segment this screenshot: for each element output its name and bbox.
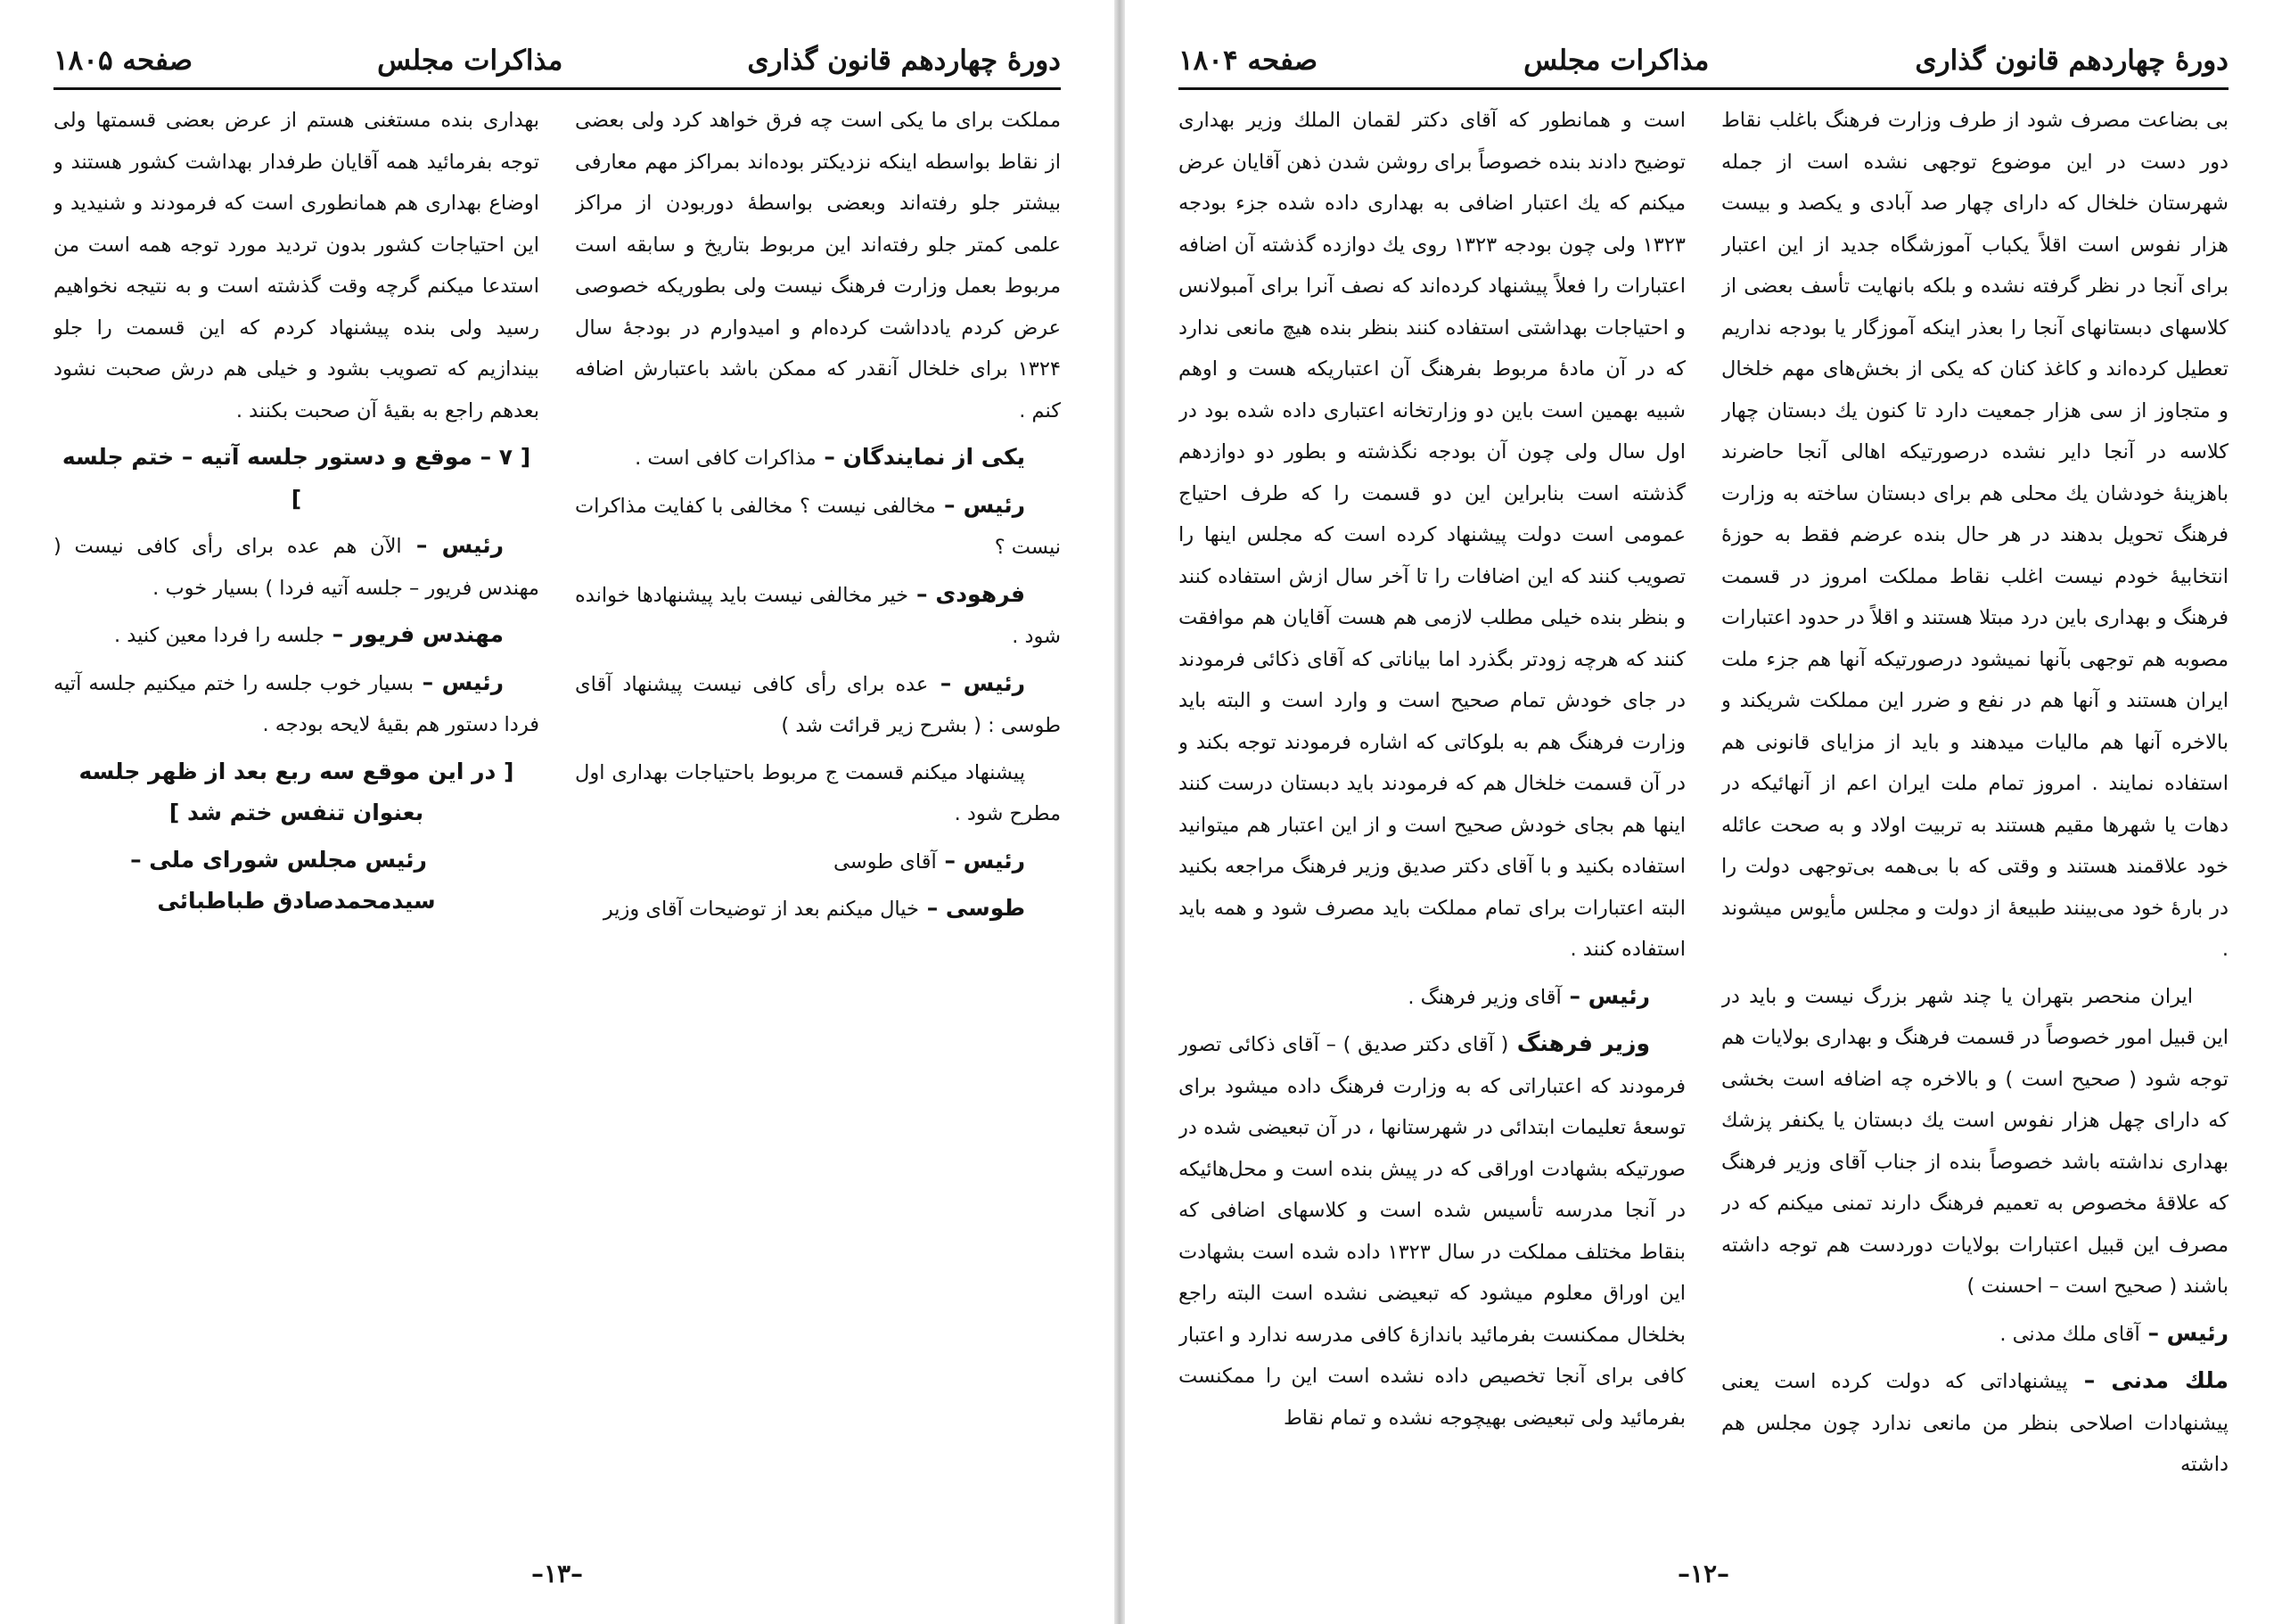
- paragraph-text: بی بضاعت مصرف شود از طرف وزارت فرهنگ باغلب نقاط دور دست در این موضوع توجهی نشده است از جمله شهرستان خلخال که دارای چهار صد آبادی و یکصد و بیست هزار نفوس است اقلاً یکباب آموزشگاه جدید از این اعتبار برای آنجا در نظر گرفته نشده و بلکه بانهایت تأسف بعضی از کلاسهای دبستانهای آنجا را بعذر اینکه آموزگار یا بودجه نداریم تعطیل کرده‌اند و کاغذ کنان که یکی از بخش‌های مهم خلخال و متجاوز از سی هزار جمعیت دارد تا کنون یك دبستان چهار کلاسه در آنجا دایر نشده درصورتیکه اهالی آنجا حاضرند باهزینهٔ خودشان یك محلی هم برای دبستان ساخته به وزارت فرهنگ تحویل بدهند در هر حال بنده عرضم فقط به حوزهٔ انتخابیهٔ خودم نیست اغلب نقاط مملکت امروز در قسمت فرهنگ و بهداری باین درد مبتلا هستند و اقلاً در حدود اعتبارات مصوبه هم توجهی بآنها نمیشود درصورتیکه آنها هم جزء ملت ایران هستند و آنها هم در نفع و ضرر این مملکت شریکند و بالاخره آنها هم مالیات میدهند و باید از مزایای قانونی هم استفاده نمایند . امروز تمام ملت ایران اعم از آنهائیکه در دهات یا شهرها مقیم هستند به تربیت اولاد و به صحت عائله خود علاقمند هستند و وقتی که با بی‌همه بی‌توجهی دولت را در بارهٔ خود می‌بینند طبیعهٔ از دولت و مجلس مأیوس میشوند .: [1721, 109, 2229, 961]
- speaker-name: طوسی –: [918, 895, 1025, 921]
- page-1804: [1125, 0, 2282, 1624]
- paragraph-text: [ ۷ – موقع و دستور جلسه آتیه – ختم جلسه ]: [62, 444, 531, 512]
- paragraph-text: پیشنهاد میکنم قسمت ج مربوط باحتیاجات بهداری اول مطرح شود .: [575, 760, 1061, 825]
- paragraph-text: مملکت برای ما یکی است چه فرق خواهد کرد ولی بعضی از نقاط بواسطه اینکه نزدیکتر بوده‌اند بمراکز مهم معارفی بیشتر جلو رفته‌اند وبعضی بواسطهٔ دوربودن از مراکز علمی کمتر جلو رفته‌اند این مربوط بتاریخ و سابقه است مربوط بعمل وزارت فرهنگ نیست ولی بطوریکه خصوصی عرض کردم یادداشت کرده‌ام و امیدوارم در بودجهٔ سال ۱۳۲۴ برای خلخال آنقدر که ممکن باشد باعتبارش اضافه کنم .: [575, 109, 1061, 422]
- paragraph: [575, 752, 1061, 835]
- paragraph-text: مخالفی نیست ؟ مخالفی با کفایت مذاکرات نیست ؟: [575, 494, 1061, 559]
- paragraph-text: خیال میکنم بعد از توضیحات آقای وزیر: [603, 898, 919, 921]
- paragraph-text: خیر مخالفی نیست باید پیشنهادها خوانده شود .: [575, 583, 1061, 648]
- page-number: –۱۲–: [1677, 1559, 1730, 1588]
- text-columns: [53, 100, 1061, 1508]
- paragraph: [53, 662, 539, 746]
- paragraph: [575, 888, 1061, 931]
- book-gutter: [1114, 0, 1125, 1624]
- paragraph-text: است و همانطور که آقای دکتر لقمان الملك وزیر بهداری توضیح دادند بنده خصوصاً برای روشن شدن ذهن آقایان عرض میکنم که یك اعتبار اضافی به بهداری داده شده جزء بودجه ۱۳۲۳ ولی چون بودجه ۱۳۲۳ روی یك دوازده گذشته آن اضافه اعتبارات را فعلاً پیشنهاد کرده‌اند که نصف آنرا برای آمبولانس و احتیاجات بهداشتی استفاده کنند بنظر بنده هیچ مانعی ندارد که در آن مادهٔ مربوط بفرهنگ آن اعتباریکه هست و اوهم شبیه بهمین است باین دو وزارتخانه اعتباری داده شده بود در اول سال ولی چون آن بودجه نگذشته و بطور دو دوازدهم گذشته است بنابراین این دو قسمت را که طرف احتیاج عمومی است دولت پیشنهاد کرده است که مجلس اینها را تصویب کنند که این اضافات را تا آخر سال ازش استفاده کنند و بنظر بنده خیلی مطلب لازمی هم هست آقایان هم موافقت کنند که هرچه زودتر بگذرد اما بیاناتی که آقای ذکائی فرمودند در جای خودش تمام صحیح است و وارد است و البته باید وزارت فرهنگ هم به بلوکاتی که اشاره فرمودند توجه بکند و در آن قسمت خلخال هم که فرمودند باید دبستان درست کنند اینها هم بجای خودش صحیح است و از این اعتبار هم میتوانید استفاده بکنید و با آقای دکتر صدیق وزیر فرهنگ مراجعه بکنید البته اعتبارات برای تمام مملکت باید مصرف شود و همه باید استفاده کنند .: [1178, 109, 1686, 961]
- header-session: دورهٔ چهاردهم قانون گذاری: [1915, 45, 2229, 77]
- text-columns: [1178, 100, 2229, 1508]
- paragraph-text: بهداری بنده مستغنی هستم از عرض بعضی قسمتها ولی توجه بفرمائید همه آقایان طرفدار بهداشت کشور هستند و اوضاع بهداری هم همانطوری است که فرمودند و شنیدید و این احتیاجات کشور بدون تردید مورد توجه همه است من استدعا میکنم گرچه وقت گذشته است و به نتیجه نخواهیم رسید ولی بنده پیشنهاد کردم که این قسمت را جلو بیندازیم که تصویب بشود و خیلی هم درش صحبت نشود بعدهم راجع به بقیهٔ آن صحبت بکنند .: [53, 109, 539, 422]
- paragraph-text: آقای ملك مدنی .: [1999, 1322, 2140, 1346]
- paragraph-text: ایران منحصر بتهران یا چند شهر بزرگ نیست و باید در این قبیل امور خصوصاً در قسمت فرهنگ و بهداری بولایات هم توجه شود ( صحیح است ) و بالاخره چه اضافه است بخشی که دارای چهل هزار نفوس است یك دبستان یا یکنفر پزشك بهداری نداشته باشد خصوصاً بنده از جناب آقای وزیر فرهنگ که علاقهٔ مخصوص به تعمیم فرهنگ دارند تمنی میکنم که در مصرف این قبیل اعتبارات بولایات دوردست هم توجه داشته باشند ( صحیح است – احسنت ): [1721, 984, 2229, 1298]
- column-right: [1721, 100, 2229, 1508]
- paragraph: [1721, 1360, 2229, 1486]
- section-heading: [53, 437, 539, 520]
- column-left: [1178, 100, 1686, 1508]
- speaker-name: وزیر فرهنگ: [1508, 1030, 1650, 1056]
- paragraph-text: [ در این موقع سه ربع بعد از ظهر جلسه بعنوان تنفس ختم شد ]: [78, 758, 514, 825]
- speaker-name: مهندس فریور –: [324, 621, 504, 647]
- speaker-name: رئیس –: [414, 668, 504, 695]
- speaker-name: رئیس –: [401, 532, 505, 558]
- paragraph: [575, 485, 1061, 569]
- page-number: –۱۳–: [530, 1559, 584, 1588]
- speaker-name: رئیس –: [928, 669, 1025, 696]
- column-left: [53, 100, 539, 1508]
- paragraph: [575, 437, 1061, 480]
- paragraph: [1721, 976, 2229, 1308]
- paragraph: [575, 100, 1061, 431]
- paragraph: [53, 614, 539, 657]
- paragraph-text: مذاکرات کافی است .: [635, 447, 817, 470]
- paragraph-text: الآن هم عده برای رأی کافی نیست ( مهندس فریور – جلسه آتیه فردا ) بسیار خوب .: [53, 535, 539, 600]
- speaker-name: رئیس –: [1561, 982, 1650, 1009]
- speaker-name: رئیس –: [936, 847, 1025, 874]
- speaker-name: رئیس –: [2139, 1319, 2229, 1346]
- speaker-name: یکی از نمایندگان –: [816, 444, 1025, 470]
- paragraph: [1178, 976, 1686, 1019]
- header-page-label: صفحه ۱۸۰۴: [1178, 45, 1318, 77]
- paragraph: [575, 841, 1061, 883]
- section-heading: [53, 840, 539, 923]
- paragraph-text: آقای طوسی: [833, 849, 937, 874]
- paragraph-text: جلسه را فردا معین کنید .: [113, 624, 324, 647]
- paragraph-text: بسیار خوب جلسه را ختم میکنیم جلسه آتیه فردا دستور هم بقیهٔ لایحه بودجه .: [53, 671, 539, 736]
- section-heading: [53, 751, 539, 834]
- paragraph: [53, 100, 539, 431]
- header-title: مذاکرات مجلس: [1523, 45, 1710, 77]
- paragraph: [575, 574, 1061, 658]
- header-title: مذاکرات مجلس: [377, 45, 563, 77]
- paragraph-text: پیشنهاداتی که دولت کرده است یعنی پیشنهادات اصلاحی بنظر من مانعی ندارد چون مجلس هم داشته: [1721, 1370, 2229, 1476]
- speaker-name: رئیس –: [935, 491, 1025, 518]
- header-page-label: صفحه ۱۸۰۵: [53, 45, 193, 77]
- paragraph: [1178, 1023, 1686, 1439]
- paragraph: [53, 525, 539, 609]
- page-header: [1178, 34, 2229, 90]
- speaker-name: ملك مدنی –: [2067, 1367, 2229, 1393]
- paragraph: [1721, 100, 2229, 971]
- paragraph-text: ( آقای دکتر صدیق ) – آقای ذکائی تصور فرمودند که اعتباراتی که به وزارت فرهنگ داده میشود برای توسعهٔ تعلیمات ابتدائی در شهرستانها ، در آن تبعیضی شده در صورتیکه بشهادت اوراقی که در پیش بنده است و محل‌هائیکه در آنجا مدرسه تأسیس شده است و کلاسهای اضافی که بنقاط مختلف مملکت در سال ۱۳۲۳ داده شده است بشهادت این اوراق معلوم میشود که تبعیضی نشده است البته راجع بخلخال ممکنست بفرمائید باندازهٔ کافی مدرسه ندارد و اعتبار کافی برای آنجا تخصیص داده نشده است این را ممکنست بفرمائید ولی تبعیضی بهیچوجه نشده و تمام نقاط: [1178, 1033, 1686, 1430]
- paragraph-text: آقای وزیر فرهنگ .: [1408, 985, 1562, 1009]
- paragraph: [1721, 1313, 2229, 1356]
- paragraph-text: عده برای رأی کافی نیست پیشنهاد آقای طوسی : ( بشرح زیر قرائت شد ): [575, 672, 1061, 737]
- paragraph-text: رئیس مجلس شورای ملی – سیدمحمدصادق طباطبائی: [130, 846, 436, 914]
- speaker-name: فرهودی –: [908, 580, 1025, 607]
- paragraph: [1178, 100, 1686, 971]
- column-right: [575, 100, 1061, 1508]
- header-session: دورهٔ چهاردهم قانون گذاری: [747, 45, 1061, 77]
- page-1805: [0, 0, 1114, 1624]
- paragraph: [575, 663, 1061, 747]
- page-header: [53, 34, 1061, 90]
